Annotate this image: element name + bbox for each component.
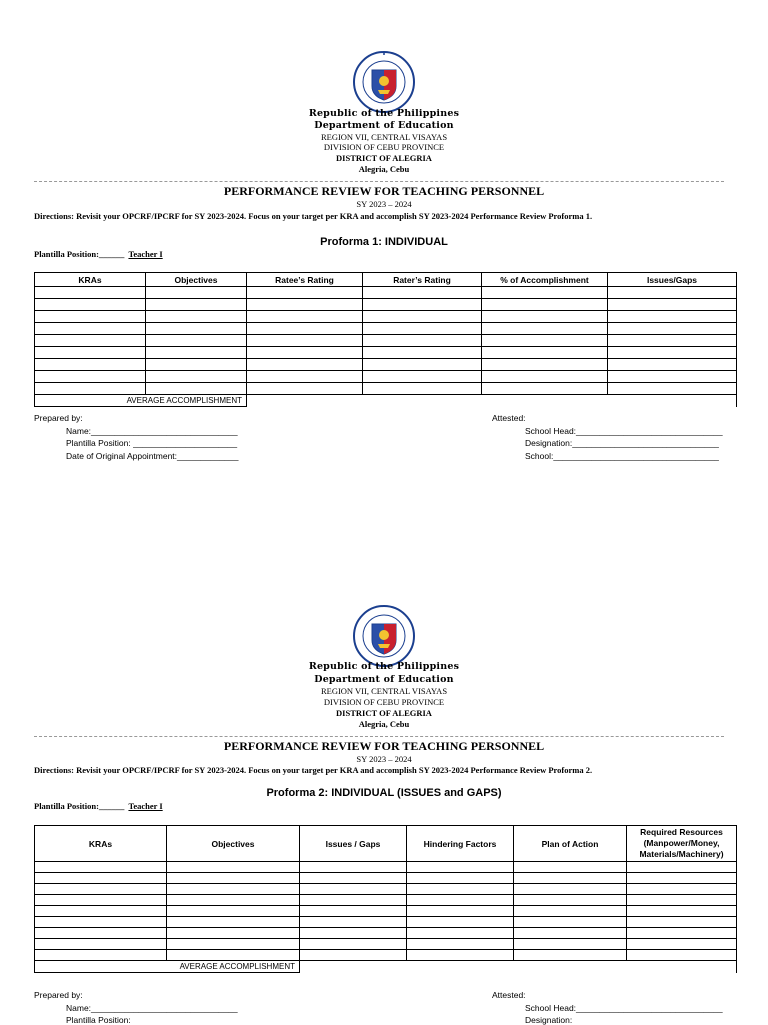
table-cell[interactable] — [482, 323, 608, 335]
table-cell[interactable] — [167, 906, 300, 917]
form1-designation: Designation:_______________________________ — [525, 438, 719, 448]
form1-attested: Attested: — [492, 413, 526, 423]
table-cell[interactable] — [407, 917, 514, 928]
form2-header-row — [35, 826, 737, 862]
table-cell[interactable] — [247, 359, 363, 371]
table-cell[interactable] — [35, 895, 167, 906]
table-cell[interactable] — [363, 311, 482, 323]
form2-sy: SY 2023 – 2024 — [356, 754, 412, 764]
table-cell[interactable] — [608, 323, 737, 335]
table-cell[interactable] — [608, 287, 737, 299]
table-row — [35, 950, 737, 961]
table-cell[interactable] — [146, 371, 247, 383]
form1-school-head: School Head:_______________________________ — [525, 426, 723, 436]
table-cell[interactable] — [627, 906, 737, 917]
table-cell[interactable] — [407, 895, 514, 906]
form1-average-label: AVERAGE ACCOMPLISHMENT — [35, 395, 247, 407]
form1-sy: SY 2023 – 2024 — [356, 199, 412, 209]
form1-plantilla — [34, 249, 163, 259]
col-hindering-factors: Hindering Factors — [407, 826, 514, 862]
table-row — [35, 862, 737, 873]
table-cell[interactable] — [146, 323, 247, 335]
table-cell[interactable] — [482, 311, 608, 323]
table-cell[interactable] — [300, 895, 407, 906]
form1-prepared-by: Prepared by: — [34, 413, 83, 423]
table-row — [35, 347, 737, 359]
table-cell[interactable] — [167, 862, 300, 873]
form2-table — [34, 825, 737, 973]
table-cell[interactable] — [514, 862, 627, 873]
form1-plantilla-line: Plantilla Position: ______________________ — [66, 438, 238, 448]
header-divider — [34, 181, 724, 182]
table-cell[interactable] — [608, 359, 737, 371]
table-row — [35, 873, 737, 884]
col-plan-of-action: Plan of Action — [514, 826, 627, 862]
table-cell[interactable] — [146, 383, 247, 395]
table-cell[interactable] — [35, 939, 167, 950]
table-cell[interactable] — [363, 335, 482, 347]
col-kras: KRAs — [35, 273, 146, 287]
table-cell[interactable] — [247, 371, 363, 383]
table-cell[interactable] — [146, 287, 247, 299]
table-row — [35, 383, 737, 395]
republic-text: Republic of the Philippines — [308, 661, 460, 672]
table-cell[interactable] — [482, 347, 608, 359]
table-row — [35, 917, 737, 928]
table-cell[interactable] — [167, 928, 300, 939]
table-cell[interactable] — [608, 371, 737, 383]
col-issues-gaps: Issues/Gaps — [608, 273, 737, 287]
table-cell[interactable] — [35, 311, 146, 323]
table-cell[interactable] — [608, 299, 737, 311]
table-cell[interactable] — [35, 950, 167, 961]
table-cell[interactable] — [514, 906, 627, 917]
form2-proforma-title: Proforma 2: INDIVIDUAL (ISSUES and GAPS) — [266, 787, 502, 799]
table-cell[interactable] — [167, 884, 300, 895]
table-cell[interactable] — [247, 335, 363, 347]
table-cell[interactable] — [627, 939, 737, 950]
form2-attested: Attested: — [492, 990, 526, 1000]
table-cell[interactable] — [300, 862, 407, 873]
table-cell[interactable] — [35, 371, 146, 383]
table-cell[interactable] — [407, 906, 514, 917]
table-cell[interactable] — [407, 928, 514, 939]
form1-header-row — [35, 273, 737, 287]
table-cell[interactable] — [363, 383, 482, 395]
table-cell[interactable] — [627, 862, 737, 873]
table-cell[interactable] — [514, 928, 627, 939]
table-cell[interactable] — [514, 950, 627, 961]
col-ratee-rating: Ratee’s Rating — [247, 273, 363, 287]
form1-average-row — [35, 395, 737, 407]
table-cell[interactable] — [608, 383, 737, 395]
table-cell[interactable] — [514, 884, 627, 895]
table-cell[interactable] — [300, 884, 407, 895]
form1-date-line: Date of Original Appointment:_____________ — [66, 451, 239, 461]
table-cell[interactable] — [627, 895, 737, 906]
table-cell[interactable] — [300, 939, 407, 950]
table-cell[interactable] — [35, 928, 167, 939]
table-cell[interactable] — [167, 895, 300, 906]
table-cell[interactable] — [482, 359, 608, 371]
table-cell[interactable] — [407, 950, 514, 961]
form2-title: PERFORMANCE REVIEW FOR TEACHING PERSONNEL — [223, 739, 545, 753]
table-row — [35, 371, 737, 383]
table-cell[interactable] — [35, 862, 167, 873]
form2-prepared-by: Prepared by: — [34, 990, 83, 1000]
table-cell[interactable] — [363, 359, 482, 371]
table-cell[interactable] — [300, 928, 407, 939]
table-cell[interactable] — [146, 335, 247, 347]
col-objectives: Objectives — [167, 826, 300, 862]
form2-school-head: School Head:_______________________________ — [525, 1003, 723, 1013]
table-cell[interactable] — [167, 950, 300, 961]
table-cell[interactable] — [363, 371, 482, 383]
table-cell[interactable] — [407, 862, 514, 873]
col-required-resources: Required Resources (Manpower/Money, Materials/Machinery) — [627, 826, 737, 862]
republic-text: Republic of the Philippines — [308, 108, 460, 119]
col-issues-gaps: Issues / Gaps — [300, 826, 407, 862]
form2-average-label: AVERAGE ACCOMPLISHMENT — [35, 961, 300, 973]
table-cell[interactable] — [608, 311, 737, 323]
form2-directions: Directions: Revisit your OPCRF/IPCRF for SY 2023-2024. Focus on your target per KRA and accomplish SY 2023-2024 Performance Review Proforma 2. — [34, 765, 593, 775]
table-cell[interactable] — [35, 335, 146, 347]
table-cell[interactable] — [514, 917, 627, 928]
form2-designation: Designation: — [525, 1015, 573, 1025]
table-cell[interactable] — [514, 939, 627, 950]
table-cell[interactable] — [482, 335, 608, 347]
table-cell[interactable] — [146, 311, 247, 323]
table-cell[interactable] — [247, 287, 363, 299]
table-cell[interactable] — [608, 335, 737, 347]
deped-seal — [352, 604, 416, 668]
table-row — [35, 928, 737, 939]
table-row — [35, 939, 737, 950]
col-objectives: Objectives — [146, 273, 247, 287]
form1-table — [34, 272, 737, 407]
col-kras: KRAs — [35, 826, 167, 862]
table-cell[interactable] — [407, 873, 514, 884]
header-divider — [34, 736, 724, 737]
table-cell[interactable] — [407, 884, 514, 895]
region-text: REGION VII, CENTRAL VISAYAS — [320, 132, 448, 142]
table-cell[interactable] — [35, 347, 146, 359]
table-cell[interactable] — [482, 287, 608, 299]
table-cell[interactable] — [247, 383, 363, 395]
table-cell[interactable] — [247, 299, 363, 311]
district-text: DISTRICT OF ALEGRIA — [336, 708, 432, 718]
form2-name-line: Name:_______________________________ — [66, 1003, 238, 1013]
form1-directions: Directions: Revisit your OPCRF/IPCRF for SY 2023-2024. Focus on your target per KRA and accomplish SY 2023-2024 Performance Review Proforma 1. — [34, 211, 593, 221]
form2-plantilla — [34, 801, 163, 811]
table-cell[interactable] — [363, 287, 482, 299]
table-cell[interactable] — [146, 299, 247, 311]
form2-plantilla-line: Plantilla Position: — [66, 1015, 131, 1025]
table-cell[interactable] — [300, 950, 407, 961]
table-cell[interactable] — [627, 928, 737, 939]
department-text: Department of Education — [314, 120, 454, 131]
table-cell[interactable] — [363, 323, 482, 335]
table-cell[interactable] — [167, 873, 300, 884]
form2-plantilla-label: Plantilla Position:______ — [34, 801, 125, 811]
form2-average-row — [35, 961, 737, 973]
table-row — [35, 884, 737, 895]
table-row — [35, 299, 737, 311]
table-cell[interactable] — [35, 884, 167, 895]
table-row — [35, 895, 737, 906]
table-cell[interactable] — [146, 359, 247, 371]
table-cell[interactable] — [627, 873, 737, 884]
table-row — [35, 359, 737, 371]
form2-plantilla-value: Teacher I — [128, 801, 163, 811]
table-cell[interactable] — [300, 873, 407, 884]
region-text: REGION VII, CENTRAL VISAYAS — [320, 686, 448, 696]
table-row — [35, 906, 737, 917]
form1-plantilla-label: Plantilla Position:______ — [34, 249, 125, 259]
table-row — [35, 287, 737, 299]
table-cell[interactable] — [167, 939, 300, 950]
deped-seal — [352, 50, 416, 114]
table-cell[interactable] — [35, 917, 167, 928]
table-cell[interactable] — [146, 347, 247, 359]
table-row — [35, 311, 737, 323]
table-cell[interactable] — [247, 347, 363, 359]
table-cell[interactable] — [35, 359, 146, 371]
table-cell[interactable] — [514, 873, 627, 884]
division-text: DIVISION OF CEBU PROVINCE — [323, 142, 445, 152]
form1-proforma-title: Proforma 1: INDIVIDUAL — [320, 236, 448, 248]
district-text: DISTRICT OF ALEGRIA — [336, 153, 432, 163]
form1-school: School:___________________________________ — [525, 451, 719, 461]
table-cell[interactable] — [247, 311, 363, 323]
table-cell[interactable] — [482, 383, 608, 395]
table-cell[interactable] — [363, 299, 482, 311]
table-cell[interactable] — [35, 383, 146, 395]
department-text: Department of Education — [314, 674, 454, 685]
town-text: Alegria, Cebu — [358, 164, 410, 174]
table-cell[interactable] — [35, 906, 167, 917]
table-cell[interactable] — [482, 299, 608, 311]
table-row — [35, 323, 737, 335]
table-cell[interactable] — [627, 950, 737, 961]
table-cell[interactable] — [627, 884, 737, 895]
table-cell[interactable] — [627, 917, 737, 928]
form1-title: PERFORMANCE REVIEW FOR TEACHING PERSONNEL — [223, 184, 545, 198]
col-rater-rating: Rater’s Rating — [363, 273, 482, 287]
table-cell[interactable] — [35, 299, 146, 311]
table-cell[interactable] — [514, 895, 627, 906]
col-accomplishment: % of Accomplishment — [482, 273, 608, 287]
table-cell[interactable] — [35, 873, 167, 884]
table-cell[interactable] — [608, 347, 737, 359]
division-text: DIVISION OF CEBU PROVINCE — [323, 697, 445, 707]
form1-plantilla-value: Teacher I — [128, 249, 163, 259]
table-cell[interactable] — [300, 917, 407, 928]
form1-name-line: Name:_______________________________ — [66, 426, 238, 436]
table-cell[interactable] — [482, 371, 608, 383]
table-cell[interactable] — [247, 323, 363, 335]
table-cell[interactable] — [363, 347, 482, 359]
table-cell[interactable] — [35, 323, 146, 335]
table-cell[interactable] — [35, 287, 146, 299]
table-row — [35, 335, 737, 347]
table-cell[interactable] — [167, 917, 300, 928]
town-text: Alegria, Cebu — [358, 719, 410, 729]
table-cell[interactable] — [407, 939, 514, 950]
table-cell[interactable] — [300, 906, 407, 917]
